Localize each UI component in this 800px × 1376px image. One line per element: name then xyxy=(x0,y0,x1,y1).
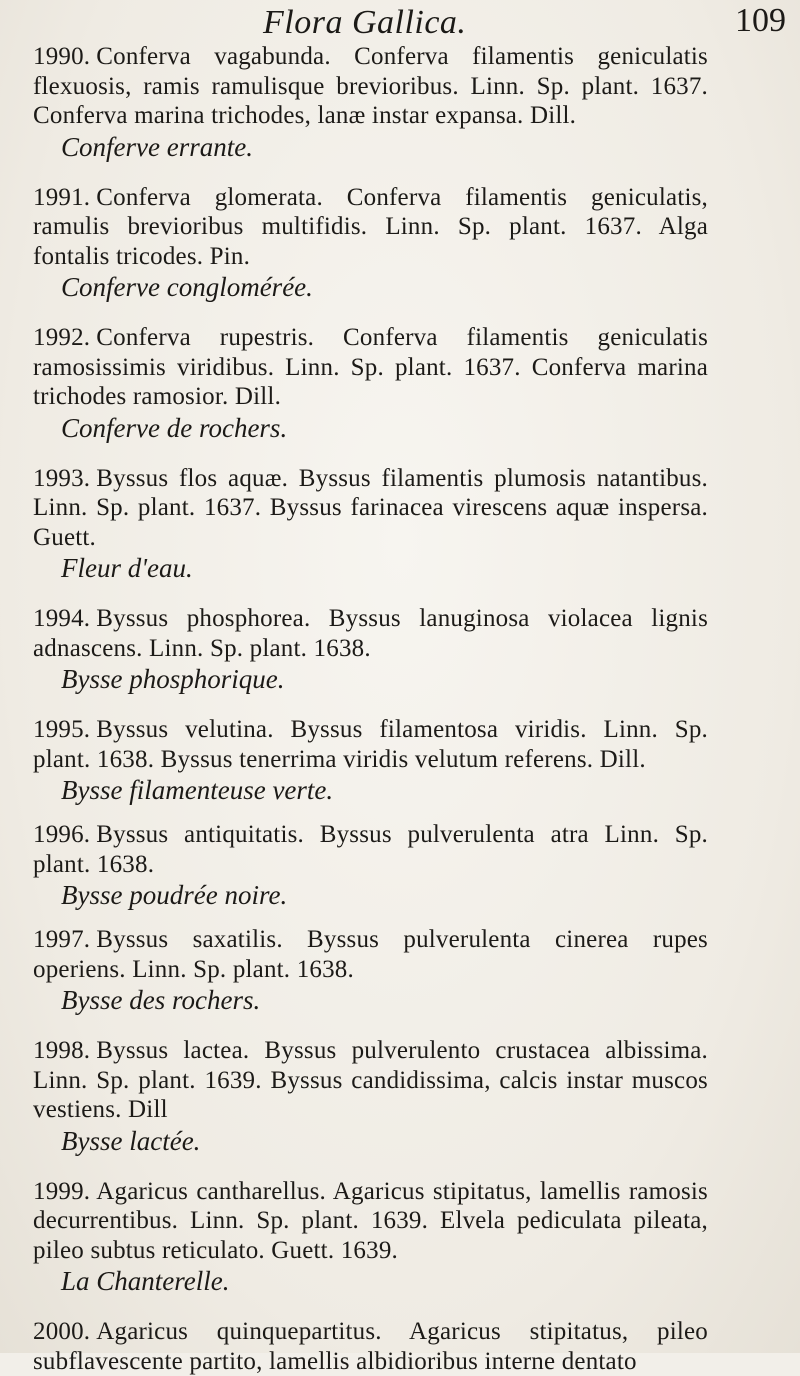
entry-number: 1990. xyxy=(33,43,91,70)
entry xyxy=(33,820,708,911)
french-name: Fleur d'eau. xyxy=(61,553,193,583)
entry-body xyxy=(33,715,708,774)
french-name: Conferve errante. xyxy=(61,131,253,162)
entry xyxy=(33,1317,708,1376)
french-name: Bysse phosphorique. xyxy=(61,664,285,694)
entry xyxy=(33,715,708,806)
entry-number: 1997. xyxy=(33,926,91,953)
entry-text: Byssus velutina. Byssus filamentosa viridis. Linn. Sp. plant. 1638. Byssus tenerrima viridis velutum referens. Dill. xyxy=(33,716,708,773)
entry-text: Byssus saxatilis. Byssus pulverulenta cinerea rupes operiens. Linn. Sp. plant. 1638. xyxy=(33,926,708,983)
entry xyxy=(33,323,708,444)
entry-number: 1995. xyxy=(33,716,91,743)
entry-number: 2000. xyxy=(33,1318,91,1345)
french-name: Bysse des rochers. xyxy=(61,985,261,1015)
entry-text: Conferva glomerata. Conferva filamentis geniculatis, ramulis brevioribus multifidis. Linn. Sp. plant. 1637. Alga fontalis tricodes. Pin. xyxy=(33,183,708,270)
entry-text: Byssus lactea. Byssus pulverulento crustacea albissima. Linn. Sp. plant. 1639. Byssus candidissima, calcis instar muscos vestiens. Dill xyxy=(33,1037,708,1123)
entry-text: Agaricus cantharellus. Agaricus stipitatus, lamellis ramosis decurrentibus. Linn. Sp. plant. 1639. Elvela pediculata pileata, pileo subtus reticulato. Guett. 1639. xyxy=(33,1177,708,1264)
entry-number: 1998. xyxy=(33,1037,91,1064)
entry xyxy=(33,604,708,695)
entry xyxy=(33,1177,708,1298)
entry-body xyxy=(33,323,708,412)
entry-text: Conferva rupestris. Conferva filamentis geniculatis ramosissimis viridibus. Linn. Sp. plant. 1637. Conferva marina trichodes ramosior. Dill. xyxy=(33,324,708,410)
entry-text: Conferva vagabunda. Conferva filamentis geniculatis flexuosis, ramis ramulisque brevioribus. Linn. Sp. plant. 1637. Conferva marina trichodes, lanæ instar expansa. Dill. xyxy=(33,43,708,129)
entry xyxy=(33,925,708,1016)
entry-number: 1994. xyxy=(33,605,91,632)
entry-text: Agaricus quinquepartitus. Agaricus stipitatus, pileo subflavescente partito, lamellis albidioribus interne dentato xyxy=(33,1318,708,1375)
entry-body xyxy=(33,1177,708,1266)
french-name: Conferve de rochers. xyxy=(61,412,288,443)
entry-body xyxy=(33,925,708,984)
entry-body xyxy=(33,604,708,663)
entry-text: Byssus flos aquæ. Byssus filamentis plumosis natantibus. Linn. Sp. plant. 1637. Byssus farinacea virescens aquæ inspersa. Guett. xyxy=(33,464,708,551)
entry-body xyxy=(33,42,708,131)
french-name: La Chanterelle. xyxy=(61,1266,230,1296)
french-name: Bysse poudrée noire. xyxy=(61,880,288,910)
entry-number: 1991. xyxy=(33,183,91,211)
entry xyxy=(33,42,708,163)
entry-number: 1992. xyxy=(33,324,91,351)
entry-number: 1999. xyxy=(33,1177,91,1205)
entry-text: Byssus phosphorea. Byssus lanuginosa violacea lignis adnascens. Linn. Sp. plant. 1638. xyxy=(33,605,708,662)
entry-body xyxy=(33,183,708,272)
entry-body xyxy=(33,464,708,553)
french-name: Bysse filamenteuse verte. xyxy=(61,775,334,805)
page-number: 109 xyxy=(735,2,786,39)
entry-number: 1996. xyxy=(33,821,91,848)
french-name: Conferve conglomérée. xyxy=(61,272,313,302)
entry-body xyxy=(33,1036,708,1125)
entry-number: 1993. xyxy=(33,464,91,492)
entry-body xyxy=(33,1317,708,1376)
entry xyxy=(33,183,708,304)
entry xyxy=(33,1036,708,1157)
entry xyxy=(33,464,708,585)
page-header xyxy=(33,0,786,42)
entry-list xyxy=(33,42,708,1376)
entry-body xyxy=(33,820,708,879)
running-title: Flora Gallica. xyxy=(263,4,467,41)
entry-text: Byssus antiquitatis. Byssus pulverulenta atra Linn. Sp. plant. 1638. xyxy=(33,821,708,878)
french-name: Bysse lactée. xyxy=(61,1125,201,1156)
